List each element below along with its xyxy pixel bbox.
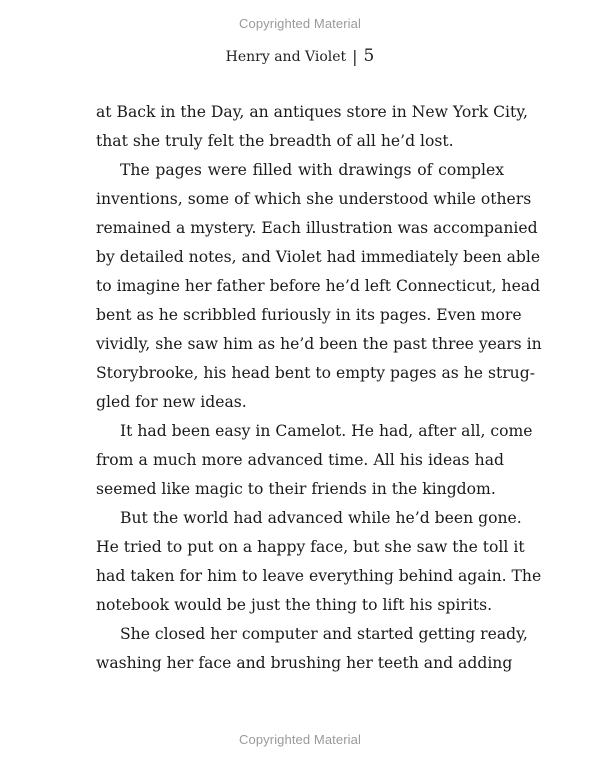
page-body-text bbox=[96, 98, 542, 678]
text-line: had taken for him to leave everything behind again. The bbox=[96, 567, 542, 585]
text-line: notebook would be just the thing to lift his spirits. bbox=[96, 596, 493, 614]
page-number: 5 bbox=[363, 46, 375, 66]
paragraph bbox=[96, 156, 542, 417]
text-line: But the world had advanced while he’d been gone. bbox=[120, 509, 522, 527]
paragraph bbox=[96, 417, 533, 504]
text-line: The pages were filled with drawings of complex bbox=[120, 161, 504, 179]
copyright-watermark-bottom: Copyrighted Material bbox=[239, 732, 361, 747]
text-line: inventions, some of which she understood while others bbox=[96, 190, 532, 208]
text-line: vividly, she saw him as he’d been the past three years in bbox=[96, 335, 542, 353]
text-line: remained a mystery. Each illustration was accompanied bbox=[96, 219, 538, 237]
text-line: He tried to put on a happy face, but she saw the toll it bbox=[96, 538, 525, 556]
copyright-watermark-top: Copyrighted Material bbox=[239, 16, 361, 31]
paragraph bbox=[96, 620, 528, 678]
paragraph bbox=[96, 98, 528, 156]
text-line: to imagine her father before he’d left Connecticut, head bbox=[96, 277, 541, 295]
text-line: It had been easy in Camelot. He had, after all, come bbox=[120, 422, 533, 440]
text-line: She closed her computer and started getting ready, bbox=[120, 625, 528, 643]
book-title: Henry and Violet bbox=[225, 49, 347, 65]
running-head-separator: | bbox=[352, 47, 358, 66]
text-line: bent as he scribbled furiously in its pages. Even more bbox=[96, 306, 522, 324]
text-line: that she truly felt the breadth of all he’d lost. bbox=[96, 132, 454, 150]
text-line: washing her face and brushing her teeth and adding bbox=[96, 654, 513, 672]
text-line: at Back in the Day, an antiques store in New York City, bbox=[96, 103, 528, 121]
text-line: gled for new ideas. bbox=[96, 393, 247, 411]
text-line: seemed like magic to their friends in the kingdom. bbox=[96, 480, 496, 498]
text-line: Storybrooke, his head bent to empty pages as he strug- bbox=[96, 364, 535, 382]
paragraph bbox=[96, 504, 542, 620]
text-line: from a much more advanced time. All his ideas had bbox=[96, 451, 504, 469]
running-head bbox=[0, 46, 600, 66]
text-line: by detailed notes, and Violet had immediately been able bbox=[96, 248, 541, 266]
